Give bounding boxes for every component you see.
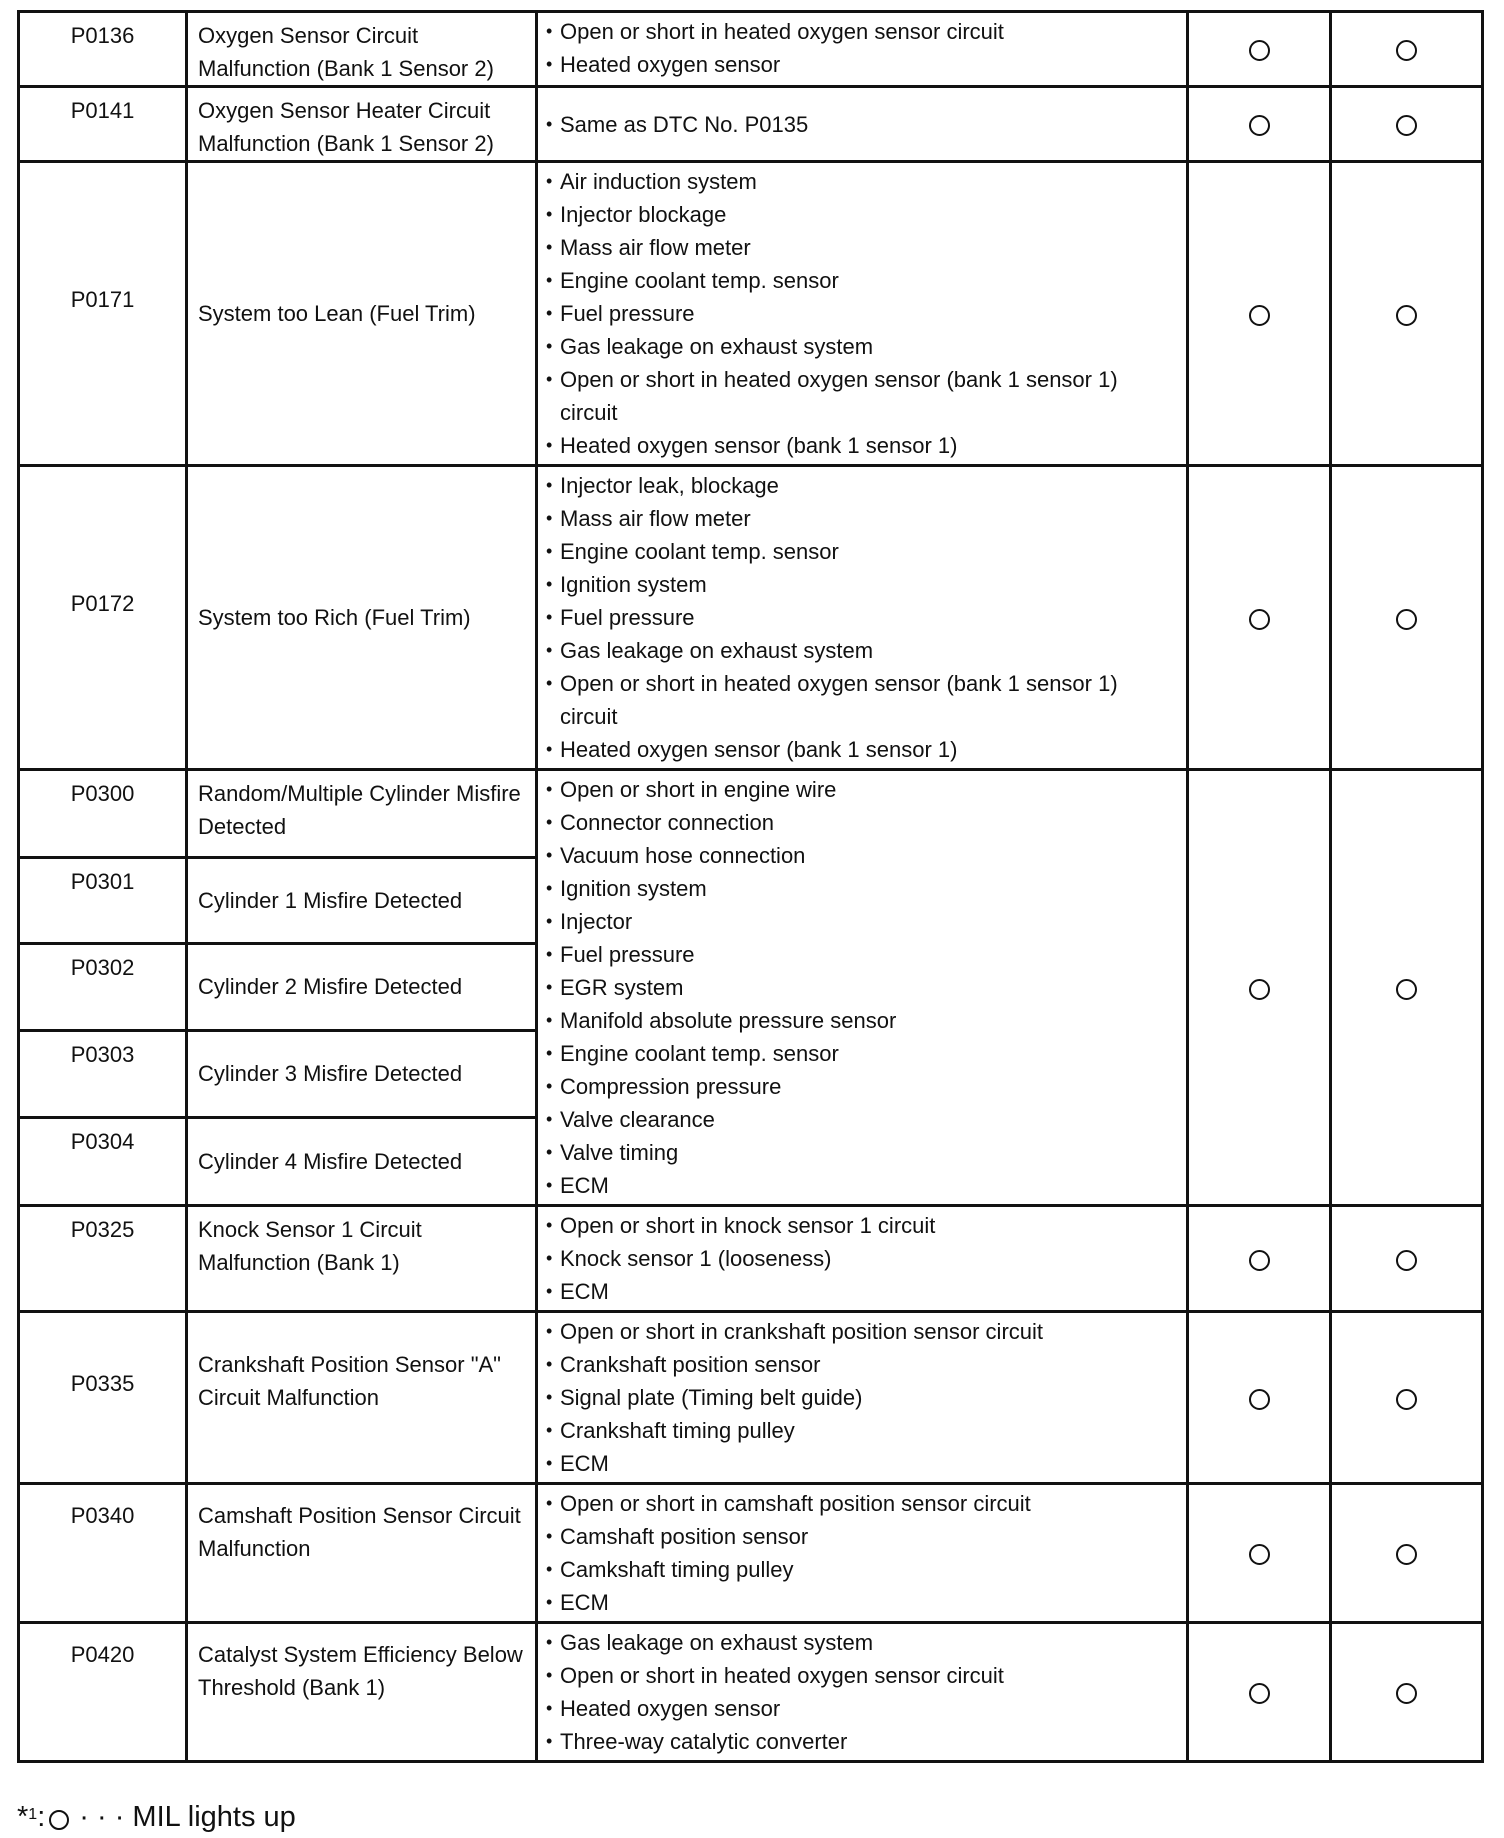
trouble-area (537, 770, 1188, 1206)
circle-icon (49, 1810, 69, 1830)
trouble-area-item: • Knock sensor 1 (looseness) (546, 1242, 1180, 1275)
memory-mark (1331, 12, 1483, 87)
circle-icon (1249, 1683, 1270, 1704)
trouble-area-item: • Ignition system (546, 872, 1180, 905)
table-row (19, 1484, 1483, 1623)
circle-icon (1249, 115, 1270, 136)
footnote-colon: : (37, 1801, 46, 1833)
memory-mark (1331, 162, 1483, 466)
table-row (19, 162, 1483, 466)
detection-item (187, 1312, 537, 1484)
trouble-area-item: • Mass air flow meter (546, 502, 1180, 535)
mil-mark (1188, 1623, 1331, 1762)
trouble-area-item: • Gas leakage on exhaust system (546, 1626, 1180, 1659)
circle-icon (1249, 1250, 1270, 1271)
dtc-code (19, 466, 187, 770)
circle-icon (1396, 40, 1417, 61)
trouble-area-item: • Open or short in knock sensor 1 circuit (546, 1209, 1180, 1242)
trouble-area-item: • Camkshaft timing pulley (546, 1553, 1180, 1586)
memory-mark (1331, 1312, 1483, 1484)
circle-icon (1396, 1683, 1417, 1704)
trouble-area-item: • Open or short in crankshaft position sensor circuit (546, 1315, 1180, 1348)
table-row (19, 1312, 1483, 1484)
trouble-area-item: • ECM (546, 1586, 1180, 1619)
dtc-table (17, 10, 1484, 1763)
circle-icon (1249, 40, 1270, 61)
footnote (17, 1800, 296, 1834)
dtc-code: P0136 (19, 12, 187, 87)
mil-mark (1188, 12, 1331, 87)
detection-item: Oxygen Sensor Circuit Malfunction (Bank 1 Sensor 2) (187, 12, 537, 87)
trouble-area-item: • Same as DTC No. P0135 (546, 108, 1180, 141)
trouble-area-item: • Fuel pressure (546, 601, 1180, 634)
dtc-code (19, 1312, 187, 1484)
trouble-area-item: • Heated oxygen sensor (bank 1 sensor 1) (546, 733, 1180, 766)
dtc-code: P0303 (19, 1030, 187, 1117)
memory-mark (1331, 1206, 1483, 1312)
dtc-code: P0141 (19, 87, 187, 162)
mil-mark (1188, 162, 1331, 466)
trouble-area-item: • Open or short in heated oxygen sensor (bank 1 sensor 1) circuit (546, 363, 1180, 429)
trouble-area (537, 1312, 1188, 1484)
trouble-area-item: • Manifold absolute pressure sensor (546, 1004, 1180, 1037)
trouble-area (537, 1206, 1188, 1312)
trouble-area-item: • Crankshaft timing pulley (546, 1414, 1180, 1447)
footnote-text: MIL lights up (132, 1801, 296, 1833)
circle-icon (1249, 305, 1270, 326)
dtc-code: P0302 (19, 943, 187, 1030)
memory-mark (1331, 1484, 1483, 1623)
circle-icon (1249, 1389, 1270, 1410)
circle-icon (1396, 115, 1417, 136)
mil-mark (1188, 1312, 1331, 1484)
trouble-area (537, 1484, 1188, 1623)
trouble-area-item: • Heated oxygen sensor (bank 1 sensor 1) (546, 429, 1180, 462)
memory-mark (1331, 466, 1483, 770)
dtc-code-text: P0171 (70, 286, 135, 312)
trouble-area-item: • Open or short in heated oxygen sensor (bank 1 sensor 1) circuit (546, 667, 1180, 733)
trouble-area-item: • ECM (546, 1169, 1180, 1202)
circle-icon (1396, 1544, 1417, 1565)
memory-mark (1331, 87, 1483, 162)
detection-item-text: Crankshaft Position Sensor "A" Circuit Malfunction (198, 1351, 501, 1410)
trouble-area-item: • Ignition system (546, 568, 1180, 601)
trouble-area-item: • Camshaft position sensor (546, 1520, 1180, 1553)
footnote-dots: · · · (79, 1801, 125, 1833)
trouble-area-item: • Gas leakage on exhaust system (546, 634, 1180, 667)
detection-item: Knock Sensor 1 Circuit Malfunction (Bank 1) (187, 1206, 537, 1312)
trouble-area-item: • Mass air flow meter (546, 231, 1180, 264)
trouble-area-item: • Fuel pressure (546, 297, 1180, 330)
detection-item: System too Lean (Fuel Trim) (187, 162, 537, 466)
trouble-area-item: • Connector connection (546, 806, 1180, 839)
detection-item: System too Rich (Fuel Trim) (187, 466, 537, 770)
dtc-code (19, 162, 187, 466)
table-row (19, 770, 1483, 858)
trouble-area-item: • Engine coolant temp. sensor (546, 264, 1180, 297)
trouble-area-item: • Vacuum hose connection (546, 839, 1180, 872)
table-row (19, 1623, 1483, 1762)
trouble-area-item: • Open or short in engine wire (546, 773, 1180, 806)
dtc-code-text: P0172 (70, 590, 135, 616)
dtc-code: P0301 (19, 858, 187, 944)
circle-icon (1249, 609, 1270, 630)
detection-item: Cylinder 4 Misfire Detected (187, 1117, 537, 1205)
trouble-area-item: • Air induction system (546, 165, 1180, 198)
trouble-area-item: • Fuel pressure (546, 938, 1180, 971)
trouble-area (537, 466, 1188, 770)
trouble-area (537, 12, 1188, 87)
trouble-area (537, 87, 1188, 162)
dtc-code: P0340 (19, 1484, 187, 1623)
circle-icon (1249, 1544, 1270, 1565)
memory-mark (1331, 770, 1483, 1206)
trouble-area-item: • Open or short in heated oxygen sensor circuit (546, 1659, 1180, 1692)
trouble-area-item: • ECM (546, 1275, 1180, 1308)
table-row (19, 1206, 1483, 1312)
circle-icon (1396, 609, 1417, 630)
detection-item: Cylinder 2 Misfire Detected (187, 943, 537, 1030)
circle-icon (1396, 305, 1417, 326)
dtc-code: P0300 (19, 770, 187, 858)
trouble-area-item: • Compression pressure (546, 1070, 1180, 1103)
detection-item: Cylinder 1 Misfire Detected (187, 858, 537, 944)
dtc-code: P0420 (19, 1623, 187, 1762)
trouble-area-item: • Engine coolant temp. sensor (546, 535, 1180, 568)
trouble-area-item: • ECM (546, 1447, 1180, 1480)
trouble-area-item: • Valve timing (546, 1136, 1180, 1169)
mil-mark (1188, 1206, 1331, 1312)
detection-item: Cylinder 3 Misfire Detected (187, 1030, 537, 1117)
dtc-code: P0304 (19, 1117, 187, 1205)
footnote-superscript: 1 (28, 1806, 38, 1823)
trouble-area-item: • Heated oxygen sensor (546, 1692, 1180, 1725)
trouble-area-item: • Valve clearance (546, 1103, 1180, 1136)
table-row (19, 466, 1483, 770)
circle-icon (1396, 1250, 1417, 1271)
trouble-area-item: • Injector leak, blockage (546, 469, 1180, 502)
trouble-area-item: • Three-way catalytic converter (546, 1725, 1180, 1758)
circle-icon (1396, 1389, 1417, 1410)
mil-mark (1188, 87, 1331, 162)
detection-item: Oxygen Sensor Heater Circuit Malfunction (Bank 1 Sensor 2) (187, 87, 537, 162)
trouble-area-item: • Open or short in camshaft position sensor circuit (546, 1487, 1180, 1520)
mil-mark (1188, 770, 1331, 1206)
detection-item: Catalyst System Efficiency Below Threshold (Bank 1) (187, 1623, 537, 1762)
mil-mark (1188, 466, 1331, 770)
circle-icon (1396, 979, 1417, 1000)
trouble-area-item: • Engine coolant temp. sensor (546, 1037, 1180, 1070)
trouble-area-item: • Injector blockage (546, 198, 1180, 231)
trouble-area-item: • Signal plate (Timing belt guide) (546, 1381, 1180, 1414)
circle-icon (1249, 979, 1270, 1000)
dtc-code-text: P0335 (70, 1370, 135, 1396)
detection-item: Random/Multiple Cylinder Misfire Detected (187, 770, 537, 858)
footnote-marker: * (17, 1801, 29, 1833)
trouble-area-item: • Injector (546, 905, 1180, 938)
dtc-code: P0325 (19, 1206, 187, 1312)
table-row (19, 12, 1483, 87)
mil-mark (1188, 1484, 1331, 1623)
trouble-area-item: • Gas leakage on exhaust system (546, 330, 1180, 363)
memory-mark (1331, 1623, 1483, 1762)
trouble-area (537, 162, 1188, 466)
table-row (19, 87, 1483, 162)
trouble-area (537, 1623, 1188, 1762)
trouble-area-item: • Heated oxygen sensor (546, 48, 1180, 81)
detection-item: Camshaft Position Sensor Circuit Malfunction (187, 1484, 537, 1623)
trouble-area-item: • Open or short in heated oxygen sensor circuit (546, 15, 1180, 48)
trouble-area-item: • Crankshaft position sensor (546, 1348, 1180, 1381)
trouble-area-item: • EGR system (546, 971, 1180, 1004)
